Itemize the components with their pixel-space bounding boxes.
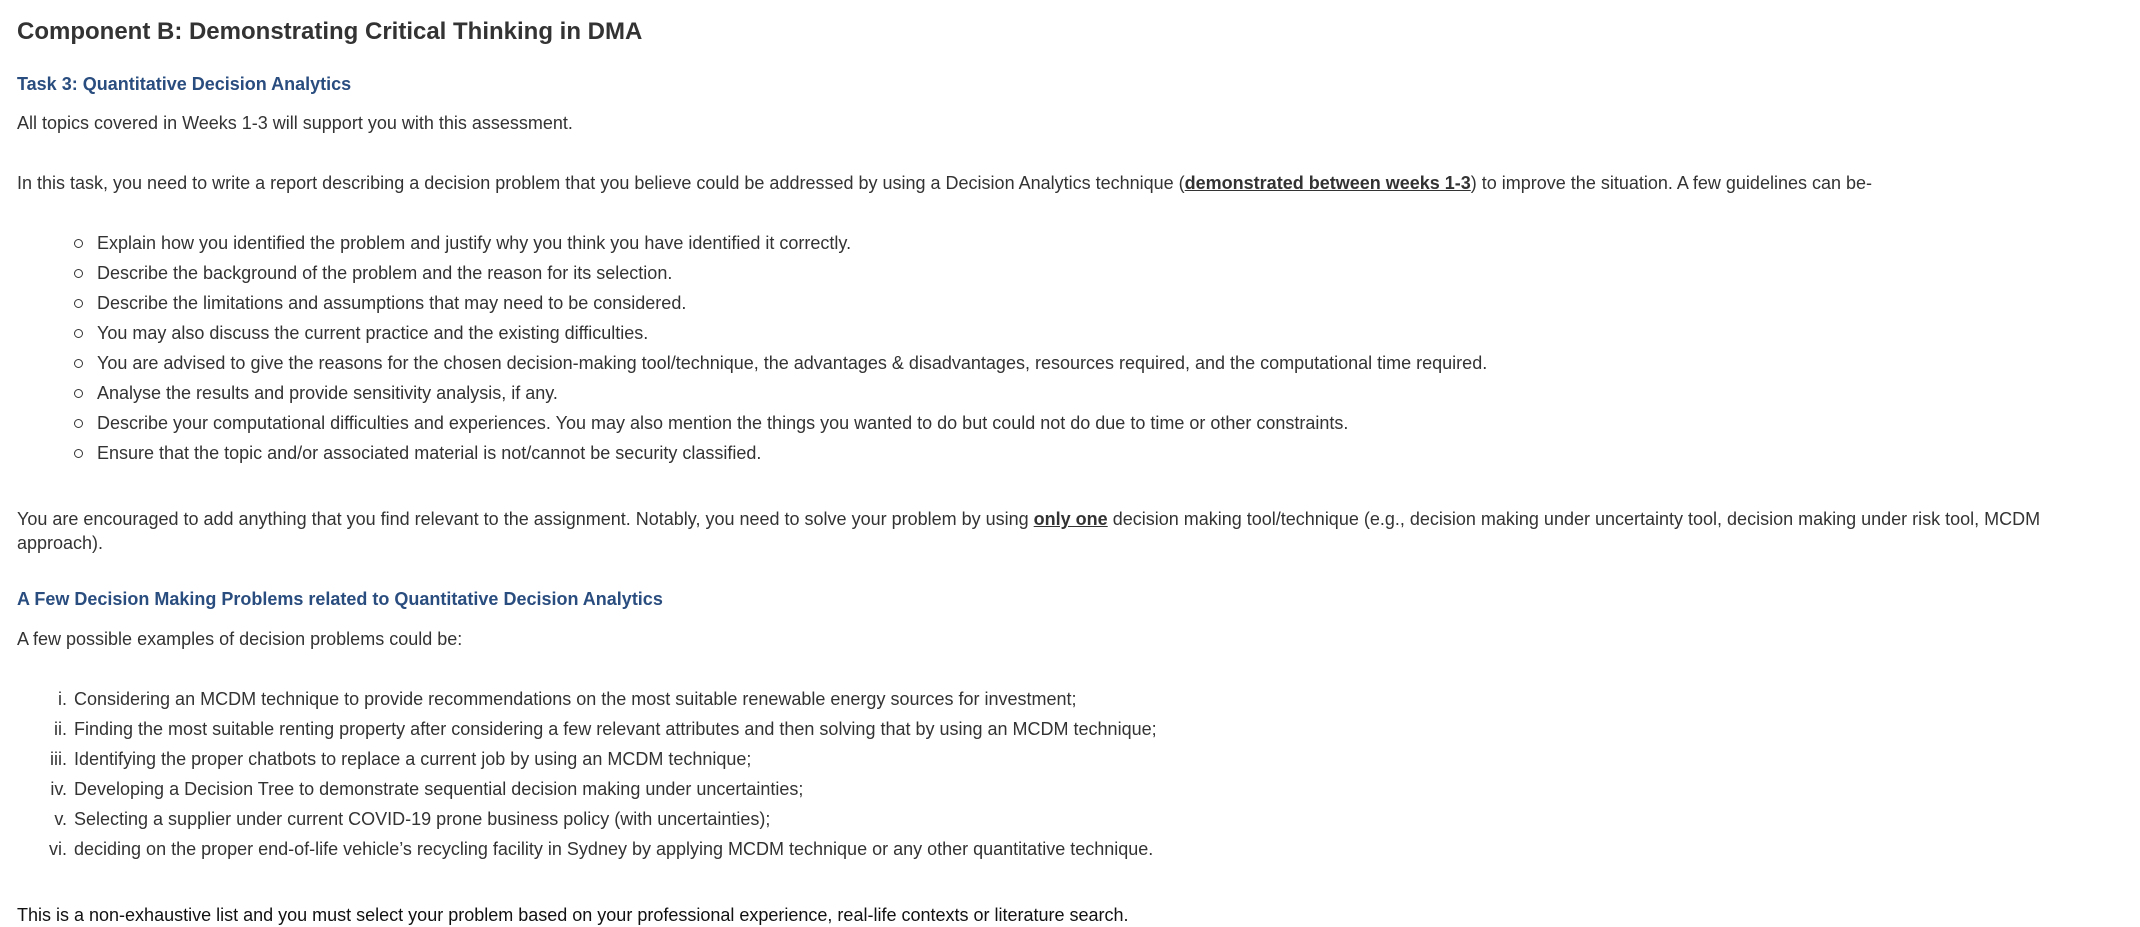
guideline-text: Describe the limitations and assumptions that may need to be considered. [97,293,687,313]
example-numeral: i. [58,689,67,709]
task-intro-before: In this task, you need to write a report describing a decision problem that you believe could be addressed by using a Decision Analytics technique ( [17,173,1185,193]
encourage-before: You are encouraged to add anything that you find relevant to the assignment. Notably, you need to solve your problem by using [17,509,1034,529]
example-text: Considering an MCDM technique to provide recommendations on the most suitable renewable energy sources for investment; [74,689,1077,709]
guidelines-list [17,228,2123,468]
guideline-text: Analyse the results and provide sensitivity analysis, if any. [97,383,558,403]
circle-bullet-icon [74,299,83,308]
example-text: deciding on the proper end-of-life vehicle’s recycling facility in Sydney by applying MCDM technique or any other quantitative technique. [74,839,1154,859]
circle-bullet-icon [74,449,83,458]
example-text: Identifying the proper chatbots to replace a current job by using an MCDM technique; [74,749,752,769]
example-numeral: ii. [54,719,67,739]
circle-bullet-icon [74,359,83,368]
guideline-item [97,258,2123,288]
example-item [50,774,2123,804]
encourage-after: decision making tool/technique (e.g., decision making under uncertainty tool, decision making under risk tool, MCDM approach). [17,509,2041,553]
examples-list [17,684,2123,864]
guideline-item [97,318,2123,348]
guideline-text: You are advised to give the reasons for the chosen decision-making tool/technique, the advantages & disadvantages, resources required, and the computational time required. [97,353,1488,373]
example-numeral: iii. [50,749,67,769]
example-text: Finding the most suitable renting property after considering a few relevant attributes and then solving that by using an MCDM technique; [74,719,1157,739]
task-intro-emphasis: demonstrated between weeks 1-3 [1184,173,1471,193]
examples-intro: A few possible examples of decision problems could be: [17,629,463,649]
example-item [49,834,2123,864]
guideline-item [97,408,2123,438]
task-heading: Task 3: Quantitative Decision Analytics [17,74,352,94]
example-item [50,744,2123,774]
encourage-emphasis: only one [1033,509,1108,529]
encourage-paragraph [17,507,2123,555]
closing-text: This is a non-exhaustive list and you must select your problem based on your professional experience, real-life contexts or literature search. [17,905,1129,925]
circle-bullet-icon [74,239,83,248]
support-text: All topics covered in Weeks 1-3 will support you with this assessment. [17,113,573,133]
example-text: Selecting a supplier under current COVID-19 prone business policy (with uncertainties); [74,809,771,829]
task-intro-paragraph [17,171,2123,195]
guideline-item [97,348,2123,378]
example-numeral: v. [54,809,67,829]
page-title: Component B: Demonstrating Critical Thinking in DMA [17,18,643,45]
example-numeral: vi. [49,839,67,859]
example-item [54,714,2123,744]
example-item [54,804,2123,834]
guideline-text: Describe your computational difficulties and experiences. You may also mention the things you wanted to do but could not do due to time or other constraints. [97,413,1349,433]
guideline-text: Ensure that the topic and/or associated material is not/cannot be security classified. [97,443,762,463]
guideline-item [97,288,2123,318]
example-item [57,684,2123,714]
guideline-text: Describe the background of the problem and the reason for its selection. [97,263,673,283]
guideline-text: You may also discuss the current practice and the existing difficulties. [97,323,649,343]
example-text: Developing a Decision Tree to demonstrate sequential decision making under uncertainties; [74,779,804,799]
guideline-item [97,228,2123,258]
circle-bullet-icon [74,419,83,428]
examples-heading: A Few Decision Making Problems related to Quantitative Decision Analytics [17,589,663,609]
guideline-item [97,438,2123,468]
circle-bullet-icon [74,329,83,338]
circle-bullet-icon [74,389,83,398]
circle-bullet-icon [74,269,83,278]
guideline-text: Explain how you identified the problem and justify why you think you have identified it correctly. [97,233,852,253]
example-numeral: iv. [50,779,67,799]
guideline-item [97,378,2123,408]
task-intro-after: ) to improve the situation. A few guidelines can be- [1470,173,1873,193]
